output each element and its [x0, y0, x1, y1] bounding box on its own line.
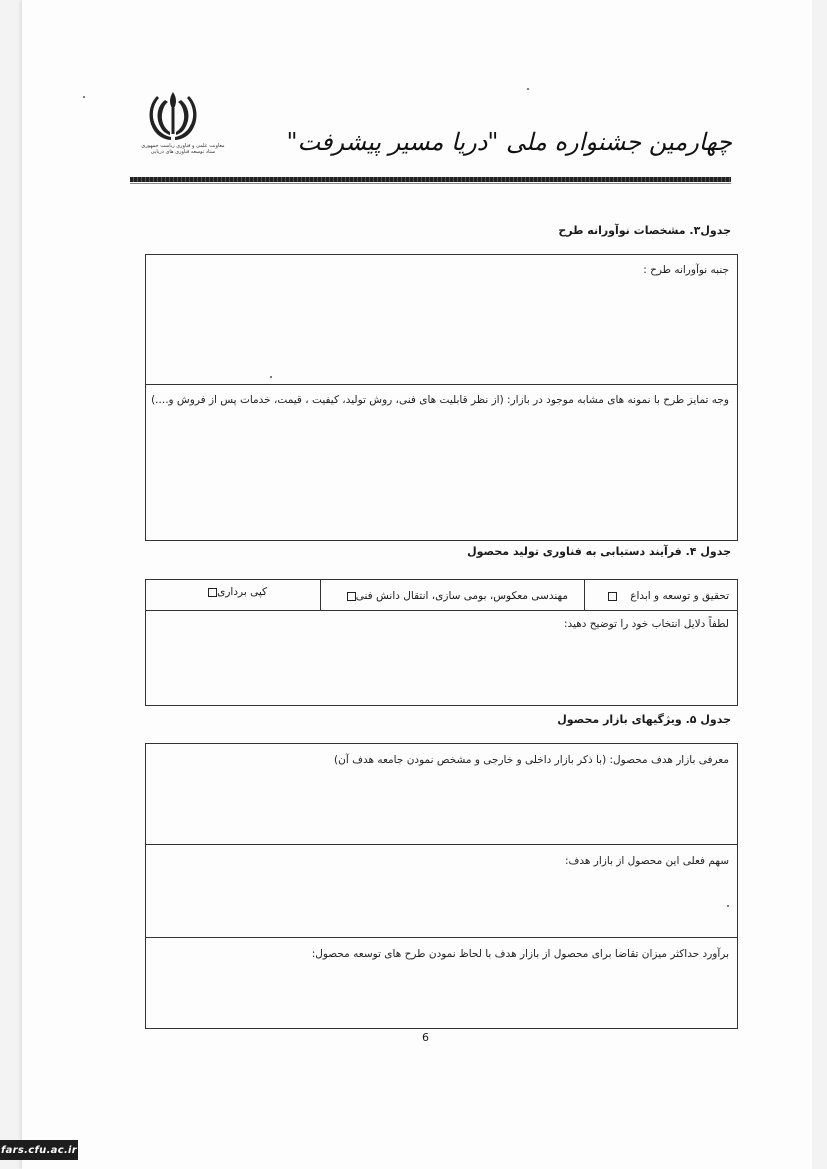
header-rule — [130, 177, 731, 182]
table5-demand-estimate-label: برآورد حداکثر میزان تقاضا برای محصول از بازار هدف با لحاظ نمودن طرح های توسعه محصول: — [311, 948, 729, 960]
emblem-icon — [143, 88, 203, 144]
scan-speck — [270, 376, 272, 378]
checkbox-reverse[interactable] — [347, 592, 356, 601]
table4-col-divider-2 — [584, 579, 585, 611]
table3-innovation-label: جنبه نوآورانه طرح : — [643, 264, 729, 276]
table5-box — [145, 743, 738, 1029]
table5-target-market-label: معرفی بازار هدف محصول: (با ذکر بازار داخلی و خارجی و مشخص نمودن جامعه هدف آن) — [334, 754, 729, 766]
scan-speck — [527, 88, 529, 90]
page-number: 6 — [422, 1031, 429, 1044]
table4-divider — [145, 610, 738, 611]
organization-caption — [138, 143, 228, 155]
table5-title: جدول ۵. ویژگیهای بازار محصول — [557, 713, 731, 726]
table4-explain-label: لطفاً دلایل انتخاب خود را توضیح دهید: — [564, 618, 729, 630]
checkbox-research[interactable] — [608, 592, 617, 601]
option-research-label: تحقیق و توسعه و ابداع — [630, 590, 729, 602]
option-research-development[interactable] — [608, 590, 729, 602]
footer-watermark-badge: fars.cfu.ac.ir — [0, 1140, 78, 1160]
option-reverse-engineering[interactable] — [347, 590, 568, 602]
table4-title: جدول ۴. فرآیند دستیابی به فناوری تولید محصول — [467, 545, 731, 558]
scan-speck — [83, 96, 85, 98]
checkbox-copying[interactable] — [208, 588, 217, 597]
org-line-1: معاونت علمی و فناوری ریاست جمهوری — [141, 143, 225, 149]
option-copying-label: کپی برداری — [217, 586, 267, 598]
table3-distinction-label: وجه تمایز طرح با نمونه های مشابه موجود در بازار: (از نظر قابلیت های فنی، روش تولید، کیفیت ، قیمت، خدمات پس از فروش و....) — [151, 394, 729, 406]
table3-divider — [145, 384, 738, 385]
option-reverse-label: مهندسی معکوس، بومی سازی، انتقال دانش فنی — [355, 590, 568, 602]
table5-market-share-label: سهم فعلی این محصول از بازار هدف: — [565, 855, 729, 867]
table5-divider-2 — [145, 937, 738, 938]
table3-title: جدول۳. مشخصات نوآورانه طرح — [558, 224, 731, 237]
org-line-2: ستاد توسعه فناوری های دریایی — [150, 149, 216, 155]
scan-speck — [727, 905, 729, 907]
table4-col-divider-1 — [320, 579, 321, 611]
header-rule-thin — [130, 183, 731, 184]
option-copying[interactable] — [208, 586, 267, 598]
table5-divider-1 — [145, 844, 738, 845]
festival-title: چهارمین جشنواره ملی "دریا مسیر پیشرفت" — [286, 128, 732, 156]
